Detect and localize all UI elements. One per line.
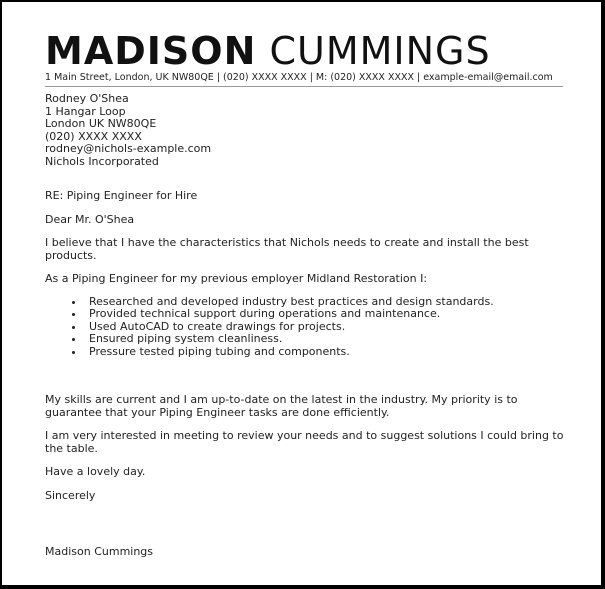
list-item: • Used AutoCAD to create drawings for projects. bbox=[85, 321, 565, 334]
recipient-address-line-2: London UK NW80QE bbox=[45, 117, 157, 130]
recipient-address-line-1: 1 Hangar Loop bbox=[45, 104, 126, 118]
recipient-phone: (020) XXXX XXXX bbox=[45, 129, 142, 143]
salutation: Dear Mr. O'Shea bbox=[45, 212, 135, 226]
recipient-name: Rodney O'Shea bbox=[45, 92, 129, 105]
letter-page bbox=[2, 2, 601, 585]
list-item: • Researched and developed industry best practices and design standards. bbox=[85, 296, 565, 309]
sender-first-name: MADISON bbox=[45, 29, 257, 73]
list-item: • Provided technical support during operations and maintenance. bbox=[85, 308, 565, 321]
sender-contact-line: 1 Main Street, London, UK NW80QE | (020) XXXX XXXX | M: (020) XXXX XXXX | example-email@email.com bbox=[45, 72, 553, 83]
interest-paragraph: I am very interested in meeting to review your needs and to suggest solutions I could bring to the table. bbox=[45, 429, 564, 455]
sign-off: Sincerely bbox=[45, 488, 96, 502]
letter-body bbox=[45, 93, 565, 559]
closing-line: Have a lovely day. bbox=[45, 465, 146, 478]
skills-paragraph: My skills are current and I am up-to-date on the latest in the industry. My priority is to guarantee that your Piping Engineer tasks are done efficiently. bbox=[45, 393, 518, 419]
recipient-company: Nichols Incorporated bbox=[45, 154, 159, 168]
sender-name bbox=[45, 31, 491, 71]
list-item: • Pressure tested piping tubing and components. bbox=[85, 346, 565, 359]
lead-in-paragraph: As a Piping Engineer for my previous employer Midland Restoration I: bbox=[45, 272, 428, 285]
recipient-email: rodney@nichols-example.com bbox=[45, 142, 212, 155]
achievements-list bbox=[45, 296, 565, 359]
intro-paragraph: I believe that I have the characteristics that Nichols needs to create and install the best products. bbox=[45, 236, 529, 262]
signature-name: Madison Cummings bbox=[45, 545, 154, 558]
recipient-block bbox=[45, 93, 565, 168]
header-divider bbox=[45, 86, 563, 87]
list-item: • Ensured piping system cleanliness. bbox=[85, 333, 565, 346]
subject-line: RE: Piping Engineer for Hire bbox=[45, 189, 198, 202]
sender-last-name: CUMMINGS bbox=[269, 29, 491, 73]
